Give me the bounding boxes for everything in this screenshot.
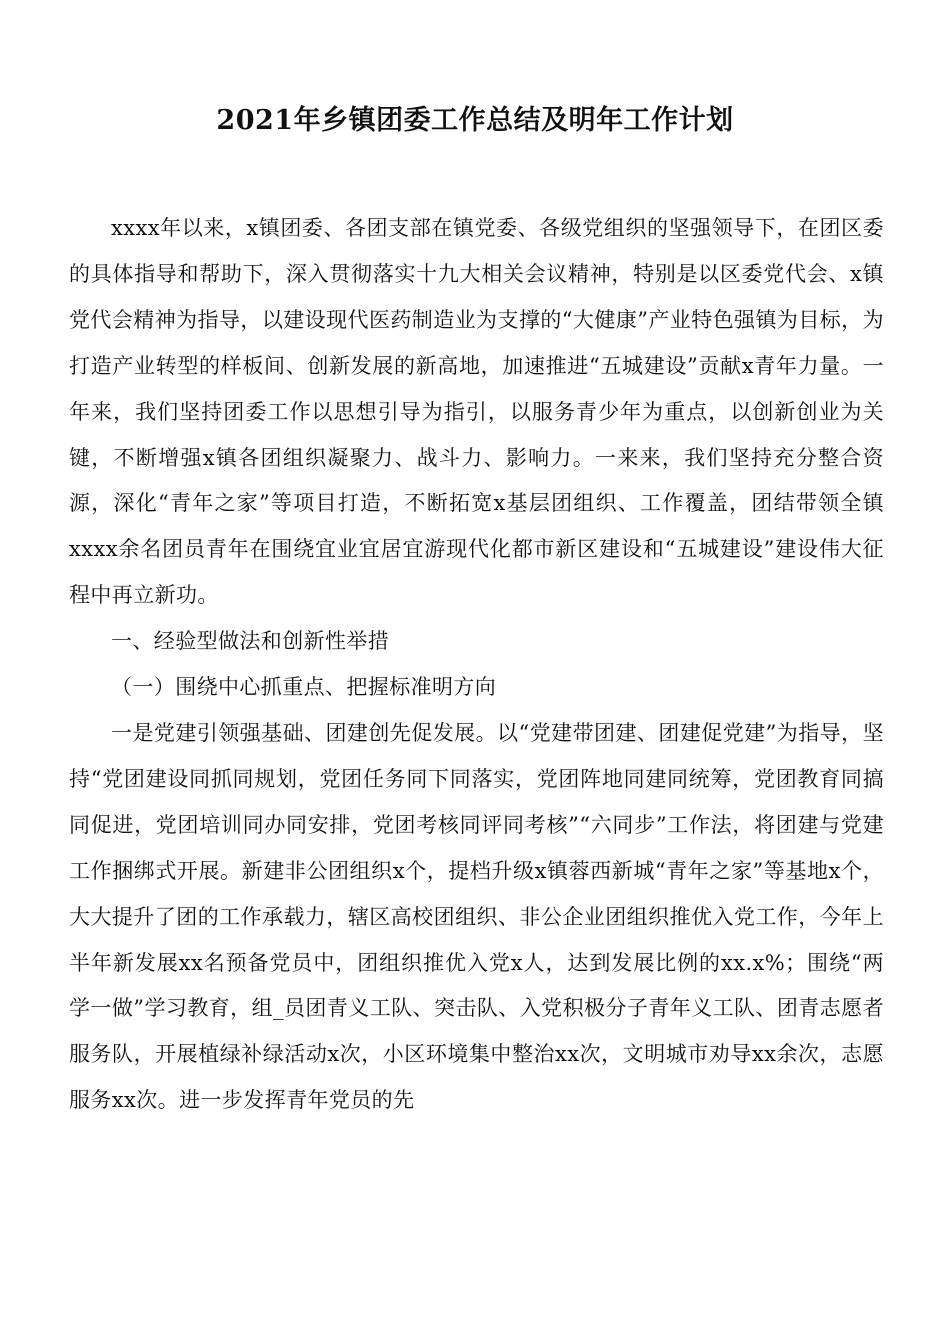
document-title: 2021年乡镇团委工作总结及明年工作计划: [216, 105, 734, 136]
body-paragraph: 一是党建引领强基础、团建创先促发展。以“党建带团建、团建促党建”为指导，坚持“党团建设同抓同规划，党团任务同下同落实，党团阵地同建同统筹，党团教育同搞同促进，党团培训同办同安排，党团考核同评同考核”“六同步”工作法，将团建与党建工作捆绑式开展。新建非公团组织x个，提档升级x镇蓉西新城“青年之家”等基地x个，大大提升了团的工作承载力，辖区高校团组织、非公企业团组织推优入党工作，今年上半年新发展xx名预备党员中，团组织推优入党x人，达到发展比例的xx.x%；围绕“两学一做”学习教育，组_员团青义工队、突击队、入党积极分子青年义工队、团青志愿者服务队，开展植绿补绿活动x次，小区环境集中整治xx次，文明城市劝导xx余次，志愿服务xx次。进一步发挥青年党员的先: [69, 720, 884, 1113]
intro-paragraph: xxxx年以来，x镇团委、各团支部在镇党委、各级党组织的坚强领导下，在团区委的具体指导和帮助下，深入贯彻落实十九大相关会议精神，特别是以区委党代会、x镇党代会精神为指导，以建设现代医药制造业为支撑的“大健康”产业特色强镇为目标，为打造产业转型的样板间、创新发展的新高地，加速推进“五城建设”贡献x青年力量。一年来，我们坚持团委工作以思想引导为指引，以服务青少年为重点，以创新创业为关键，不断增强x镇各团组织凝聚力、战斗力、影响力。一来来，我们坚持充分整合资源，深化“青年之家”等项目打造，不断拓宽x基层团组织、工作覆盖，团结带领全镇xxxx余名团员青年在围绕宜业宜居宜游现代化都市新区建设和“五城建设”建设伟大征程中再立新功。: [69, 216, 884, 608]
document-body: [69, 206, 884, 1124]
section-heading: 一、经验型做法和创新性举措: [111, 629, 390, 654]
subsection-heading: （一）围绕中心抓重点、把握标准明方向: [111, 675, 497, 700]
